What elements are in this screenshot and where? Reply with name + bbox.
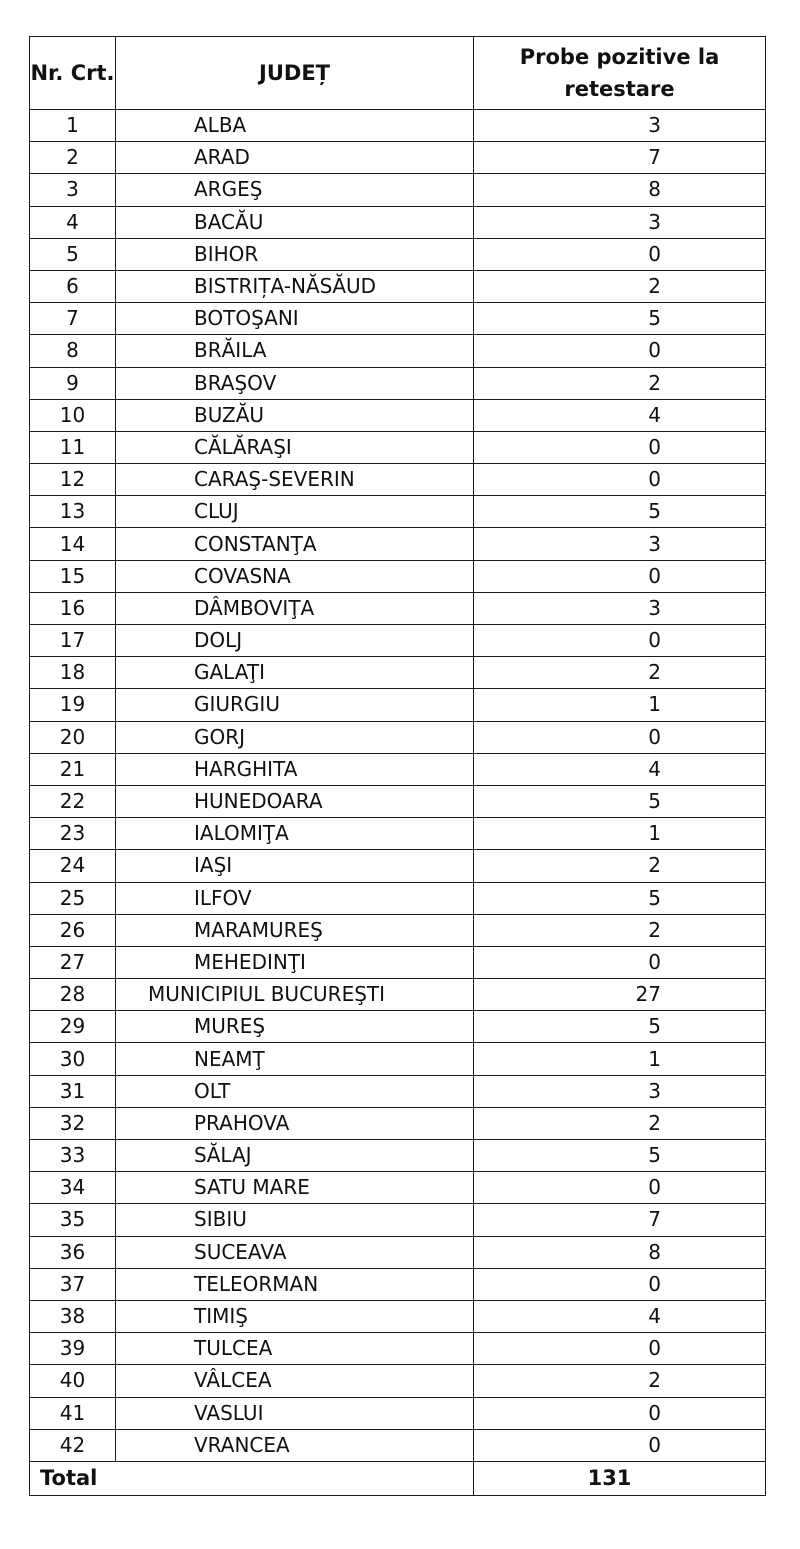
county-name-cell: BISTRIȚA-NĂSĂUD <box>116 270 474 302</box>
county-name-cell: IAŞI <box>116 850 474 882</box>
table-row <box>30 206 766 238</box>
positive-count-cell: 5 <box>474 496 766 528</box>
row-number-cell: 8 <box>30 335 116 367</box>
row-number-cell: 29 <box>30 1011 116 1043</box>
table-row <box>30 1204 766 1236</box>
county-name-cell: BACĂU <box>116 206 474 238</box>
row-number-cell: 15 <box>30 560 116 592</box>
county-name-cell: VASLUI <box>116 1397 474 1429</box>
positive-count-cell: 8 <box>474 1236 766 1268</box>
table-row <box>30 560 766 592</box>
row-number-cell: 27 <box>30 946 116 978</box>
header-row <box>30 37 766 110</box>
row-number-cell: 42 <box>30 1429 116 1461</box>
row-number-cell: 35 <box>30 1204 116 1236</box>
table-row <box>30 1268 766 1300</box>
total-label: Total <box>30 1461 474 1495</box>
county-name-cell: MUNICIPIUL BUCUREŞTI <box>116 979 474 1011</box>
county-name-cell: BUZĂU <box>116 399 474 431</box>
table-row <box>30 1300 766 1332</box>
table-row <box>30 1011 766 1043</box>
row-number-cell: 40 <box>30 1365 116 1397</box>
county-name-cell: TULCEA <box>116 1333 474 1365</box>
positive-count-cell: 3 <box>474 1075 766 1107</box>
county-name-cell: GIURGIU <box>116 689 474 721</box>
county-name-cell: TELEORMAN <box>116 1268 474 1300</box>
row-number-cell: 34 <box>30 1172 116 1204</box>
table-header <box>30 37 766 110</box>
row-number-cell: 14 <box>30 528 116 560</box>
positive-count-cell: 0 <box>474 1268 766 1300</box>
county-name-cell: IALOMIŢA <box>116 818 474 850</box>
row-number-cell: 23 <box>30 818 116 850</box>
table-row <box>30 979 766 1011</box>
county-name-cell: GORJ <box>116 721 474 753</box>
row-number-cell: 18 <box>30 657 116 689</box>
positive-count-cell: 0 <box>474 335 766 367</box>
county-name-cell: PRAHOVA <box>116 1107 474 1139</box>
positive-count-cell: 2 <box>474 367 766 399</box>
total-row <box>30 1461 766 1495</box>
table-row <box>30 464 766 496</box>
row-number-cell: 24 <box>30 850 116 882</box>
county-name-cell: GALAŢI <box>116 657 474 689</box>
row-number-cell: 10 <box>30 399 116 431</box>
table-row <box>30 1140 766 1172</box>
row-number-cell: 28 <box>30 979 116 1011</box>
county-name-cell: BOTOŞANI <box>116 303 474 335</box>
row-number-cell: 30 <box>30 1043 116 1075</box>
table-footer <box>30 1461 766 1495</box>
header-county <box>116 37 474 110</box>
table-row <box>30 592 766 624</box>
county-name-cell: HUNEDOARA <box>116 785 474 817</box>
county-name-cell: ILFOV <box>116 882 474 914</box>
row-number-cell: 21 <box>30 753 116 785</box>
positive-count-cell: 5 <box>474 1140 766 1172</box>
positive-count-cell: 7 <box>474 142 766 174</box>
row-number-cell: 41 <box>30 1397 116 1429</box>
positive-count-cell: 8 <box>474 174 766 206</box>
row-number-cell: 12 <box>30 464 116 496</box>
row-number-cell: 26 <box>30 914 116 946</box>
table-row <box>30 1365 766 1397</box>
positive-count-cell: 5 <box>474 785 766 817</box>
row-number-cell: 9 <box>30 367 116 399</box>
county-name-cell: ARAD <box>116 142 474 174</box>
table-row <box>30 1043 766 1075</box>
positive-count-cell: 2 <box>474 914 766 946</box>
county-name-cell: NEAMŢ <box>116 1043 474 1075</box>
table-row <box>30 1107 766 1139</box>
row-number-cell: 38 <box>30 1300 116 1332</box>
positive-count-cell: 0 <box>474 1429 766 1461</box>
county-name-cell: CĂLĂRAŞI <box>116 431 474 463</box>
county-name-cell: CLUJ <box>116 496 474 528</box>
table-row <box>30 270 766 302</box>
row-number-cell: 19 <box>30 689 116 721</box>
county-name-cell: BRĂILA <box>116 335 474 367</box>
table-row <box>30 689 766 721</box>
row-number-cell: 3 <box>30 174 116 206</box>
header-county-label: JUDEȚ <box>259 61 330 85</box>
positive-count-cell: 0 <box>474 625 766 657</box>
positive-count-cell: 2 <box>474 1107 766 1139</box>
table-row <box>30 1075 766 1107</box>
table-row <box>30 1397 766 1429</box>
row-number-cell: 32 <box>30 1107 116 1139</box>
county-name-cell: DÂMBOVIŢA <box>116 592 474 624</box>
positive-count-cell: 2 <box>474 657 766 689</box>
county-name-cell: VRANCEA <box>116 1429 474 1461</box>
table-row <box>30 1172 766 1204</box>
row-number-cell: 11 <box>30 431 116 463</box>
row-number-cell: 25 <box>30 882 116 914</box>
table-row <box>30 753 766 785</box>
positive-count-cell: 4 <box>474 1300 766 1332</box>
table-row <box>30 367 766 399</box>
positive-count-cell: 0 <box>474 1397 766 1429</box>
county-name-cell: ALBA <box>116 110 474 142</box>
positive-count-cell: 2 <box>474 850 766 882</box>
row-number-cell: 7 <box>30 303 116 335</box>
positive-count-cell: 1 <box>474 818 766 850</box>
table-body <box>30 110 766 1462</box>
table-row <box>30 1429 766 1461</box>
county-name-cell: COVASNA <box>116 560 474 592</box>
positive-count-cell: 3 <box>474 528 766 560</box>
county-name-cell: CARAŞ-SEVERIN <box>116 464 474 496</box>
county-name-cell: VÂLCEA <box>116 1365 474 1397</box>
table-row <box>30 882 766 914</box>
county-name-cell: HARGHITA <box>116 753 474 785</box>
county-name-cell: TIMIŞ <box>116 1300 474 1332</box>
positive-count-cell: 4 <box>474 753 766 785</box>
header-value <box>474 37 766 110</box>
row-number-cell: 22 <box>30 785 116 817</box>
positive-count-cell: 3 <box>474 592 766 624</box>
table-row <box>30 303 766 335</box>
row-number-cell: 4 <box>30 206 116 238</box>
county-name-cell: SUCEAVA <box>116 1236 474 1268</box>
positive-count-cell: 2 <box>474 1365 766 1397</box>
positive-count-cell: 5 <box>474 882 766 914</box>
positive-count-cell: 1 <box>474 689 766 721</box>
county-name-cell: MUREŞ <box>116 1011 474 1043</box>
table-row <box>30 399 766 431</box>
table-row <box>30 528 766 560</box>
document-page <box>29 36 765 1536</box>
table-row <box>30 238 766 270</box>
county-name-cell: MARAMUREŞ <box>116 914 474 946</box>
table-row <box>30 625 766 657</box>
county-name-cell: MEHEDINŢI <box>116 946 474 978</box>
row-number-cell: 33 <box>30 1140 116 1172</box>
table-row <box>30 431 766 463</box>
county-table <box>29 36 766 1496</box>
positive-count-cell: 4 <box>474 399 766 431</box>
table-row <box>30 946 766 978</box>
positive-count-cell: 0 <box>474 431 766 463</box>
row-number-cell: 6 <box>30 270 116 302</box>
county-name-cell: SIBIU <box>116 1204 474 1236</box>
row-number-cell: 37 <box>30 1268 116 1300</box>
county-name-cell: SĂLAJ <box>116 1140 474 1172</box>
table-row <box>30 914 766 946</box>
table-row <box>30 850 766 882</box>
positive-count-cell: 3 <box>474 206 766 238</box>
row-number-cell: 20 <box>30 721 116 753</box>
county-name-cell: OLT <box>116 1075 474 1107</box>
positive-count-cell: 5 <box>474 1011 766 1043</box>
table-row <box>30 657 766 689</box>
row-number-cell: 17 <box>30 625 116 657</box>
row-number-cell: 1 <box>30 110 116 142</box>
table-row <box>30 496 766 528</box>
county-name-cell: BRAŞOV <box>116 367 474 399</box>
positive-count-cell: 27 <box>474 979 766 1011</box>
positive-count-cell: 7 <box>474 1204 766 1236</box>
table-row <box>30 335 766 367</box>
positive-count-cell: 0 <box>474 238 766 270</box>
row-number-cell: 16 <box>30 592 116 624</box>
positive-count-cell: 5 <box>474 303 766 335</box>
table-row <box>30 174 766 206</box>
header-nr-label: Nr. Crt. <box>30 61 115 85</box>
row-number-cell: 13 <box>30 496 116 528</box>
positive-count-cell: 3 <box>474 110 766 142</box>
row-number-cell: 31 <box>30 1075 116 1107</box>
row-number-cell: 5 <box>30 238 116 270</box>
row-number-cell: 36 <box>30 1236 116 1268</box>
county-name-cell: ARGEŞ <box>116 174 474 206</box>
header-nr <box>30 37 116 110</box>
header-value-label: Probe pozitive la retestare <box>519 45 720 101</box>
positive-count-cell: 0 <box>474 1172 766 1204</box>
table-row <box>30 785 766 817</box>
row-number-cell: 39 <box>30 1333 116 1365</box>
positive-count-cell: 0 <box>474 721 766 753</box>
table-row <box>30 721 766 753</box>
county-name-cell: CONSTANŢA <box>116 528 474 560</box>
table-row <box>30 110 766 142</box>
positive-count-cell: 0 <box>474 464 766 496</box>
row-number-cell: 2 <box>30 142 116 174</box>
positive-count-cell: 0 <box>474 946 766 978</box>
positive-count-cell: 0 <box>474 1333 766 1365</box>
total-value: 131 <box>474 1461 766 1495</box>
table-row <box>30 1236 766 1268</box>
positive-count-cell: 0 <box>474 560 766 592</box>
positive-count-cell: 2 <box>474 270 766 302</box>
table-row <box>30 1333 766 1365</box>
table-row <box>30 818 766 850</box>
county-name-cell: BIHOR <box>116 238 474 270</box>
positive-count-cell: 1 <box>474 1043 766 1075</box>
table-row <box>30 142 766 174</box>
county-name-cell: DOLJ <box>116 625 474 657</box>
county-name-cell: SATU MARE <box>116 1172 474 1204</box>
